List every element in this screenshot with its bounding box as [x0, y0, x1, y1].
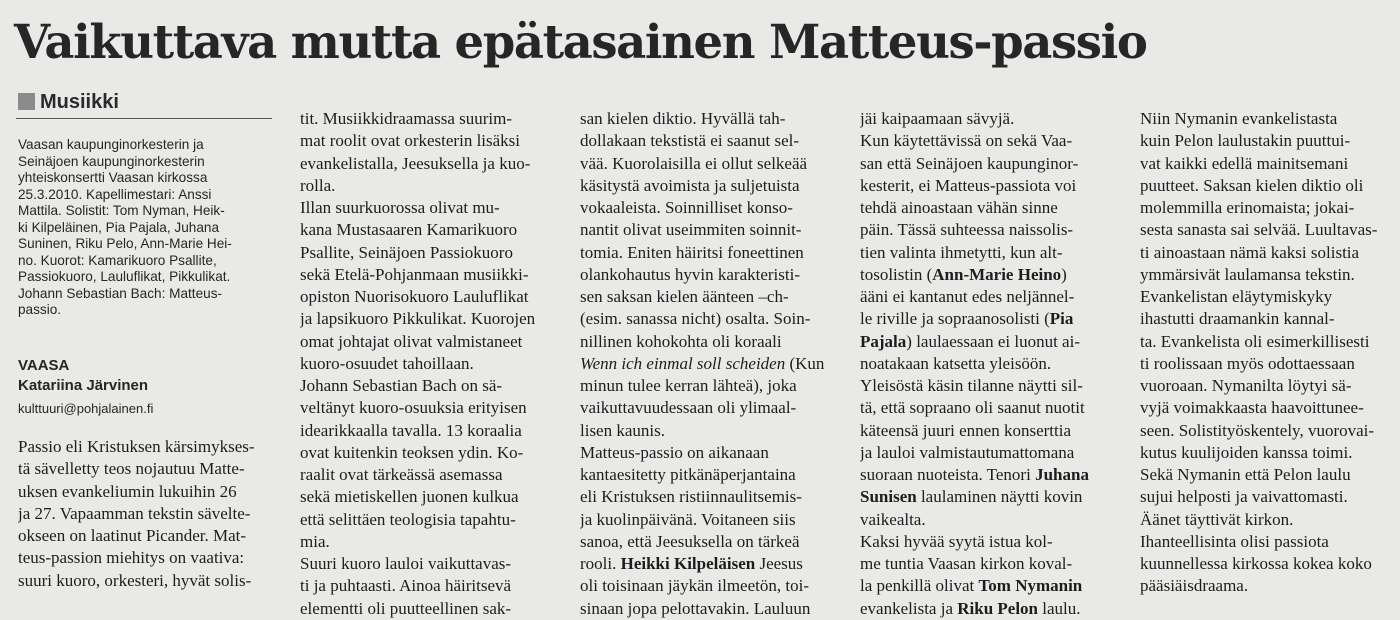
- text-line: mat roolit ovat orkesterin lisäksi: [300, 131, 521, 151]
- text-line: sujui helposti ja vaivattomasti.: [1140, 487, 1348, 507]
- text-line: kuin Pelon laulustakin puuttui-: [1140, 131, 1351, 151]
- text-line: seen. Solistityöskentely, vuorovai-: [1140, 420, 1375, 440]
- text-line: elementti oli puutteellinen sak-: [300, 598, 512, 618]
- headline: Vaikuttava mutta epätasainen Matteus-passio: [14, 14, 1147, 69]
- text-line: vaikealta.: [860, 509, 926, 529]
- text-line: Evankelistan eläytymiskyky: [1140, 287, 1333, 306]
- text-line: ovat kuitenkin teoksen ydin. Ko-: [300, 442, 524, 462]
- text-span: rooli.: [580, 554, 621, 573]
- soloist-name: Heikki Kilpeläisen: [620, 554, 756, 573]
- section-label: [18, 90, 119, 114]
- text-line: vat kaikki edellä mainitsemani: [1140, 153, 1349, 173]
- text-line: opiston Nuorisokuoro Lauluflikat: [300, 287, 529, 306]
- section-label-text: Musiikki: [40, 91, 119, 113]
- text-line: kuunnellessa kirkossa kokea koko: [1140, 554, 1372, 573]
- text-line: raalit ovat tärkeässä asemassa: [300, 465, 503, 484]
- text-span: evankelista ja: [860, 598, 958, 618]
- info-line: yhteiskonsertti Vaasan kirkossa: [18, 170, 208, 185]
- text-line: nillinen kohokohta oli koraali: [580, 331, 782, 351]
- info-line: ki Kilpeläinen, Pia Pajala, Juhana: [18, 219, 220, 235]
- text-line: oli toisinaan jäykän ilmeetön, toi-: [580, 576, 809, 596]
- text-line: [860, 464, 1122, 486]
- soloist-name: Tom Nymanin: [978, 576, 1083, 596]
- text-line: kesterit, ei Matteus-passiota voi: [860, 175, 1077, 195]
- soloist-name: Juhana: [1035, 465, 1089, 484]
- text-line: okseen on laatinut Picander. Mat-: [18, 526, 247, 545]
- info-line: passio.: [18, 302, 62, 317]
- text-line: [860, 598, 1122, 620]
- soloist-name: Pajala: [860, 331, 907, 351]
- text-line: vokaaleista. Soinnilliset konso-: [580, 198, 793, 217]
- text-line: käteensä juuri ennen konserttia: [860, 420, 1072, 440]
- text-span: la penkillä olivat: [860, 576, 979, 596]
- byline-place: VAASA: [18, 357, 70, 374]
- text-line: san kielen diktio. Hyvällä tah-: [580, 109, 786, 128]
- info-line: Suninen, Riku Pelo, Ann-Marie Hei-: [18, 236, 232, 251]
- text-span: suoraan nuoteista. Tenori: [860, 465, 1036, 484]
- text-line: tit. Musiikkidraamassa suurim-: [300, 109, 513, 128]
- text-line: Niin Nymanin evankelistasta: [1140, 109, 1338, 128]
- text-line: vuoroaan. Nymanilta löytyi sä-: [1140, 376, 1352, 395]
- text-line: Passio eli Kristuksen kärsimykses-: [18, 437, 255, 456]
- text-line: käsitystä avoimista ja suljetuista: [580, 175, 800, 195]
- text-line: sen saksan kielen äänteen –ch-: [580, 287, 789, 306]
- text-line: ihastutti draamankin kannal-: [1140, 309, 1335, 329]
- text-line: omat johtajat olivat valmistaneet: [300, 331, 523, 351]
- text-line: sinaan jopa pelottavakin. Lauluun: [580, 598, 811, 618]
- info-line: Mattila. Solistit: Tom Nyman, Heik-: [18, 203, 225, 218]
- byline-author: Katariina Järvinen: [18, 377, 149, 394]
- text-line: kantaesitetty pitkänäperjantaina: [580, 465, 796, 484]
- text-line: Kaksi hyvää syytä istua kol-: [860, 531, 1053, 551]
- text-line: ja kuolinpäivänä. Voitaneen siis: [580, 509, 796, 529]
- text-line: Äänet täyttivät kirkon.: [1140, 509, 1294, 529]
- text-line: sekä Etelä-Pohjanmaan musiikki-: [300, 264, 529, 284]
- text-line: tehdä ainoastaan vähän sinne: [860, 198, 1058, 217]
- text-line: eli Kristuksen ristiinnaulitsemis-: [580, 487, 802, 507]
- article-column-1: [18, 436, 278, 592]
- text-line: [860, 264, 1122, 286]
- text-line: [860, 308, 1122, 330]
- text-line: ja lauloi valmistautumattomana: [860, 442, 1075, 462]
- text-line: pääsiäisdraama.: [1140, 576, 1249, 596]
- concert-info: [18, 137, 274, 319]
- soloist-name: Pia: [1049, 309, 1074, 329]
- text-line: sesta sanasta sai selvää. Luultavas-: [1140, 220, 1378, 240]
- text-span: Jeesus: [755, 554, 803, 573]
- info-line: no. Kuorot: Kamarikuoro Psallite,: [18, 252, 217, 268]
- text-line: olankohautus hyvin karakteristi-: [580, 264, 801, 284]
- text-span: laulu.: [1038, 598, 1081, 618]
- text-line: Illan suurkuorossa olivat mu-: [300, 198, 500, 217]
- text-line: tomia. Eniten häiritsi foneettinen: [580, 242, 804, 262]
- text-line: uksen evankeliumin lukuihin 26: [18, 481, 237, 501]
- text-line: noatakaan katsetta yleisöön.: [860, 353, 1052, 373]
- text-span: le riville ja sopraanosolisti (: [860, 309, 1050, 329]
- text-line: ti roolissaan myös odottaessaan: [1140, 353, 1355, 373]
- text-line: että selittäen teologisia tapahtu-: [300, 509, 516, 529]
- text-line: [860, 331, 1122, 353]
- text-line: idearikkaalla tavalla. 13 koraalia: [300, 420, 522, 440]
- text-line: ti ainoastaan nämä kaksi solistia: [1140, 242, 1360, 262]
- text-span: ) laulaessaan ei luonut ai-: [906, 331, 1080, 351]
- article-column-4: [860, 108, 1122, 620]
- text-line: Ihanteellisinta olisi passiota: [1140, 531, 1329, 551]
- text-line: tä, että sopraano oli saanut nuotit: [860, 398, 1085, 418]
- text-line: kutus kuulijoiden kanssa toimi.: [1140, 442, 1353, 462]
- soloist-name: Ann-Marie Heino: [932, 264, 1062, 284]
- text-line: vaikuttavuudessaan oli ylimaal-: [580, 398, 797, 418]
- article-column-3: [580, 108, 842, 620]
- text-span: tosolistin (: [860, 264, 933, 284]
- soloist-name: Riku Pelon: [957, 598, 1039, 618]
- text-line: kana Mustasaaren Kamarikuoro: [300, 220, 518, 240]
- text-line: molemmilla erinomaista; jokai-: [1140, 198, 1355, 217]
- text-line: ja 27. Vapaamman tekstin sävelte-: [18, 503, 251, 523]
- text-line: vyjä voimakkaasta haavoittunee-: [1140, 398, 1364, 418]
- text-line: san että Seinäjoen kaupunginor-: [860, 153, 1079, 173]
- text-line: minun tulee kerran lähteä), joka: [580, 376, 797, 395]
- text-line: lisen kaunis.: [580, 420, 665, 440]
- text-line: [860, 575, 1122, 597]
- text-line: dollakaan tekstistä ei saanut sel-: [580, 131, 800, 151]
- text-line: ja lapsikuoro Pikkulikat. Kuorojen: [300, 309, 536, 329]
- article-column-2: [300, 108, 562, 620]
- text-line: Psallite, Seinäjoen Passiokuoro: [300, 242, 513, 262]
- info-line: Passiokuoro, Lauluflikat, Pikkulikat.: [18, 269, 231, 284]
- info-line: Seinäjoen kaupunginorkesterin: [18, 153, 205, 169]
- text-line: nantit olivat useimmiten soinnit-: [580, 220, 802, 240]
- text-line: [580, 353, 842, 375]
- section-square-icon: [18, 93, 35, 110]
- text-line: rolla.: [300, 175, 336, 195]
- text-line: Johann Sebastian Bach on sä-: [300, 376, 503, 395]
- text-line: Suuri kuoro lauloi vaikuttavas-: [300, 554, 512, 573]
- text-line: sanoa, että Jeesuksella on tärkeä: [580, 531, 800, 551]
- info-line: 25.3.2010. Kapellimestari: Anssi: [18, 186, 212, 202]
- text-line: sekä mietiskellen juonen kulkua: [300, 487, 519, 507]
- text-span: laulaminen näytti kovin: [916, 487, 1083, 507]
- text-line: veltänyt kuoro-osuuksia erityisen: [300, 398, 527, 418]
- info-line: Johann Sebastian Bach: Matteus-: [18, 285, 223, 301]
- text-line: vää. Kuorolaisilla ei ollut selkeää: [580, 153, 808, 173]
- text-line: (esim. sanassa nicht) osalta. Soin-: [580, 309, 811, 329]
- text-line: [860, 486, 1122, 508]
- text-line: suuri kuoro, orkesteri, hyvät solis-: [18, 570, 252, 590]
- text-line: [580, 553, 842, 575]
- article-column-5: [1140, 108, 1392, 598]
- text-line: mia.: [300, 531, 330, 551]
- text-line: tä sävelletty teos nojautuu Matte-: [18, 459, 245, 479]
- text-line: teus-passion miehitys on vaativa:: [18, 548, 245, 568]
- byline-email: kulttuuri@pohjalainen.fi: [18, 401, 154, 416]
- section-divider: [16, 118, 272, 119]
- byline: [18, 356, 274, 422]
- text-span: ): [1061, 264, 1067, 284]
- text-line: ymmärsivät laulamansa tekstin.: [1140, 264, 1355, 284]
- text-line: päin. Tässä suhteessa naissolis-: [860, 220, 1074, 240]
- text-line: evankelistalla, Jeesuksella ja kuo-: [300, 153, 531, 173]
- text-line: Kun käytettävissä on sekä Vaa-: [860, 131, 1073, 151]
- text-line: Matteus-passio on aikanaan: [580, 442, 769, 462]
- chorale-title: Wenn ich einmal soll scheiden: [580, 353, 786, 373]
- text-line: kuoro-osuudet tahoillaan.: [300, 353, 474, 373]
- text-line: Sekä Nymanin että Pelon laulu: [1140, 465, 1351, 484]
- text-line: puutteet. Saksan kielen diktio oli: [1140, 175, 1364, 195]
- text-line: jäi kaipaamaan sävyjä.: [860, 109, 1015, 128]
- text-line: ti ja puhtaasti. Ainoa häiritsevä: [300, 576, 512, 596]
- text-line: tien valinta ihmetytti, kun alt-: [860, 242, 1063, 262]
- text-line: Yleisöstä käsin tilanne näytti sil-: [860, 376, 1083, 395]
- info-line: Vaasan kaupunginorkesterin ja: [18, 137, 204, 152]
- text-line: ääni ei kantanut edes neljännel-: [860, 287, 1075, 306]
- text-line: me tuntia Vaasan kirkon koval-: [860, 554, 1073, 573]
- soloist-name: Sunisen: [860, 487, 917, 507]
- text-line: ta. Evankelista oli esimerkillisesti: [1140, 331, 1370, 351]
- text-span: (Kun: [785, 353, 825, 373]
